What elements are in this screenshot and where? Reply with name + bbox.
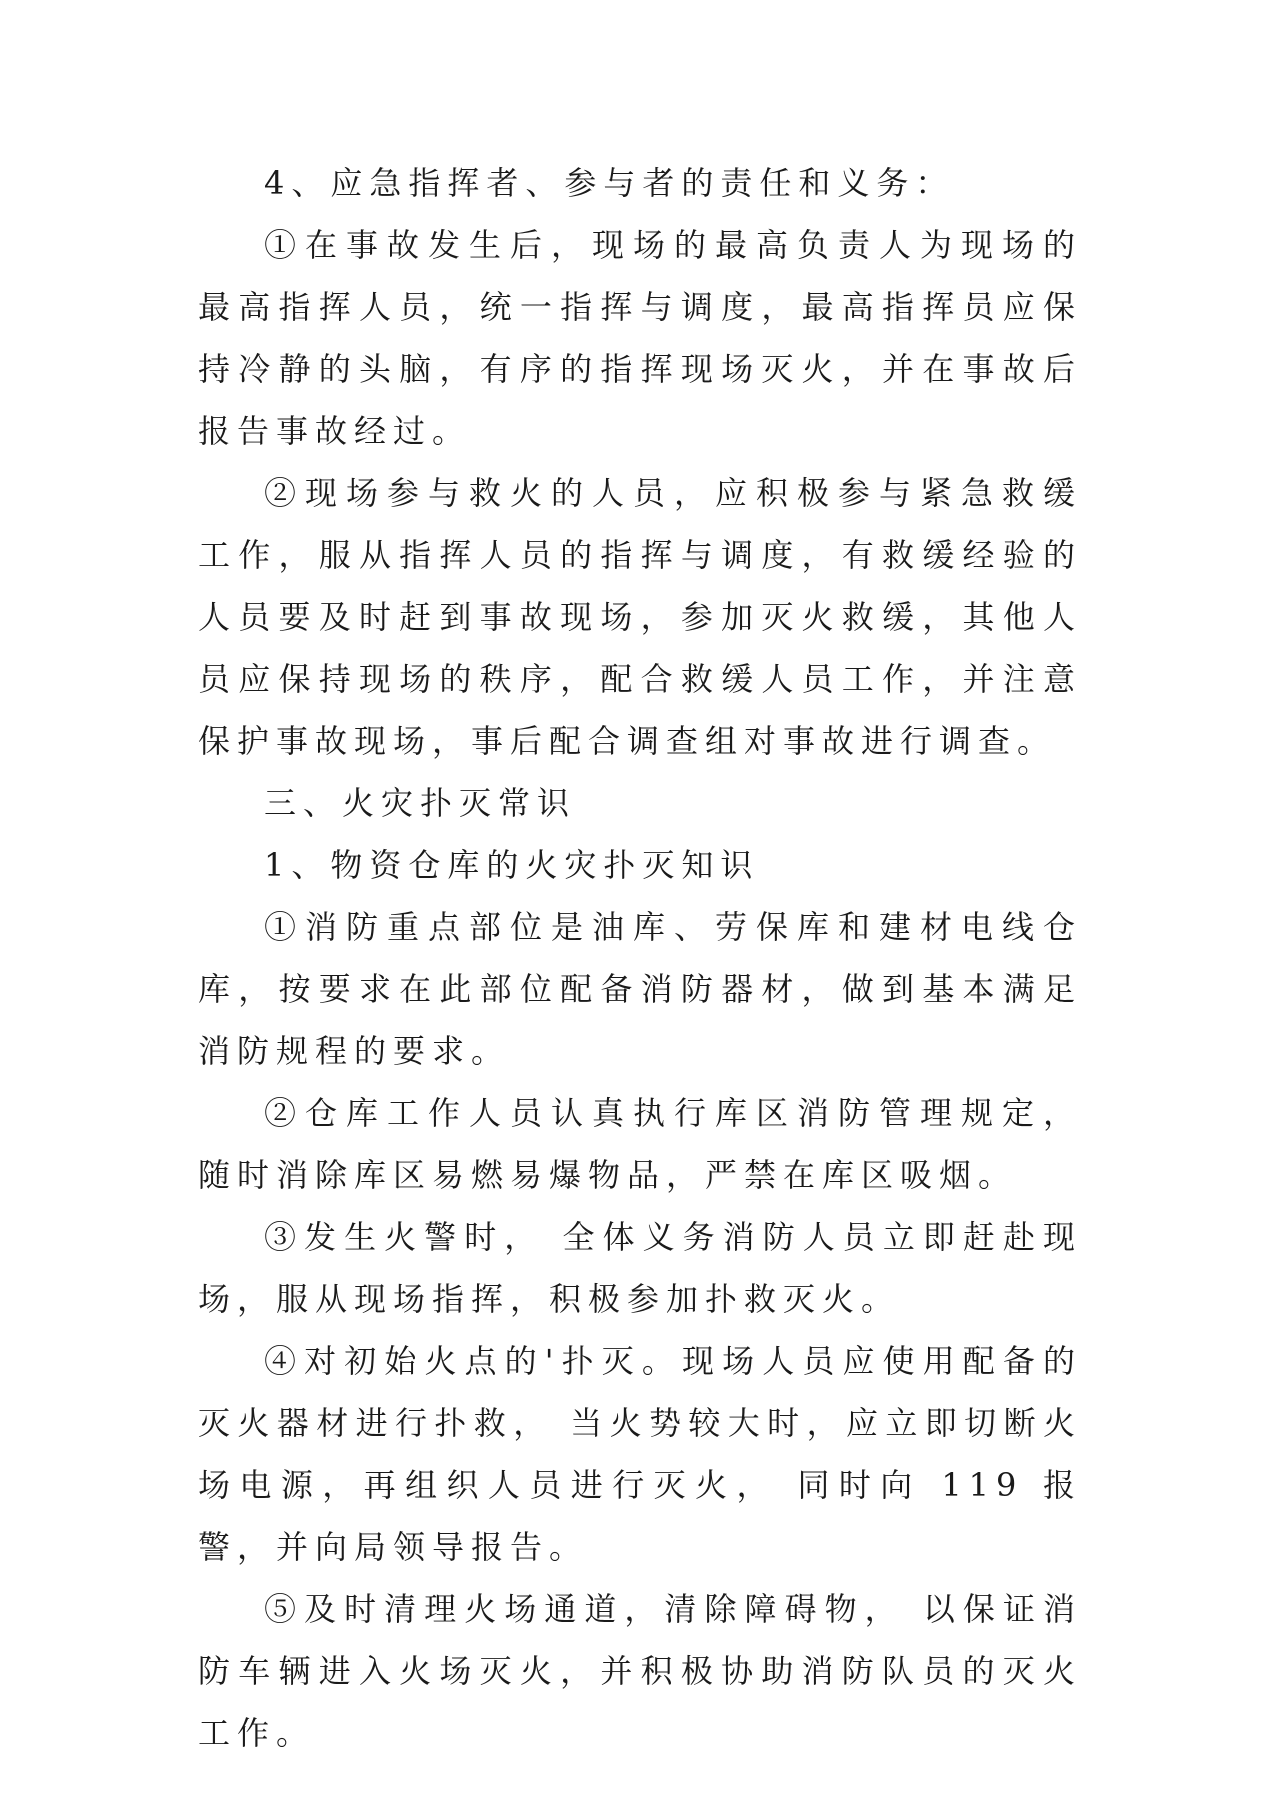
paragraph-fire-alarm: ③发生火警时， 全体义务消防人员立即赶赴现场，服从现场指挥，积极参加扑救灭火。 xyxy=(198,1218,1082,1318)
paragraph-key-locations: ①消防重点部位是油库、劳保库和建材电线仓库，按要求在此部位配备消防器材，做到基本满足消防规程的要求。 xyxy=(198,908,1082,1070)
paragraph-clear-passage: ⑤及时清理火场通道，清除障碍物， 以保证消防车辆进入火场灭火，并积极协助消防队员的灭火工作。 xyxy=(198,1590,1082,1752)
paragraph-participant-duty: ②现场参与救火的人员，应积极参与紧急救缓工作，服从指挥人员的指挥与调度，有救缓经验的人员要及时赶到事故现场，参加灭火救缓，其他人员应保持现场的秩序，配合救缓人员工作，并注意保护事故现场，事后配合调查组对事故进行调查。 xyxy=(198,474,1082,760)
section-heading-fire-knowledge: 三、火灾扑灭常识 xyxy=(264,784,577,822)
paragraph-warehouse-staff: ②仓库工作人员认真执行库区消防管理规定，随时消除库区易燃易爆物品，严禁在库区吸烟。 xyxy=(198,1094,1082,1194)
paragraph-duties-heading: 4、应急指挥者、参与者的责任和义务： xyxy=(264,164,955,202)
document-body xyxy=(198,152,1082,1764)
subsection-heading-warehouse: 1、物资仓库的火灾扑灭知识 xyxy=(264,846,760,884)
paragraph-initial-fire: ④对初始火点的'扑灭。现场人员应使用配备的灭火器材进行扑救， 当火势较大时，应立即切断火场电源，再组织人员进行灭火， 同时向 119 报警，并向局领导报告。 xyxy=(198,1342,1082,1566)
paragraph-commander-duty: ①在事故发生后，现场的最高负责人为现场的最高指挥人员，统一指挥与调度，最高指挥员应保持冷静的头脑，有序的指挥现场灭火，并在事故后报告事故经过。 xyxy=(198,226,1082,450)
